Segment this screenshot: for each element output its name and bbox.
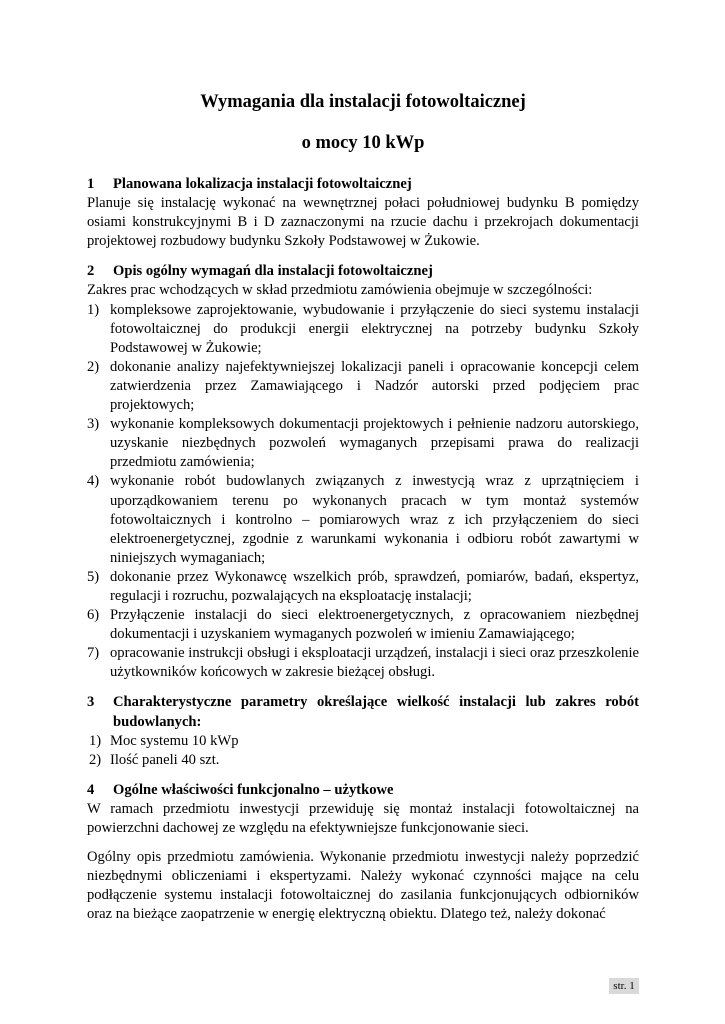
list-item	[87, 732, 639, 751]
section-intro: Zakres prac wchodzących w skład przedmiotu zamówienia obejmuje w szczególności:	[87, 282, 593, 299]
document-title: Wymagania dla instalacji fotowoltaicznej	[200, 92, 526, 112]
section-paragraph: W ramach przedmiotu inwestycji przewiduję się montaż instalacji fotowoltaicznej na powierzchni dachowej ze względu na efektywniejsze funkcjonowanie sieci.	[87, 800, 639, 836]
list-item-text: Przyłączenie instalacji do sieci elektroenergetycznych, z opracowaniem niezbędnej dokumentacji i uzyskaniem wymaganych pozwoleń w imieniu Zamawiającego;	[110, 607, 639, 643]
list-item	[87, 472, 639, 567]
section-title: Opis ogólny wymagań dla instalacji fotowoltaicznej	[113, 263, 433, 280]
parameters-list	[87, 732, 639, 770]
list-item	[87, 301, 639, 358]
section-title: Planowana lokalizacja instalacji fotowoltaicznej	[113, 176, 412, 192]
section-heading	[87, 262, 639, 281]
list-item-number: 7)	[87, 645, 100, 662]
list-item-number: 2)	[87, 358, 100, 375]
list-item-text: Ilość paneli 40 szt.	[110, 751, 220, 768]
list-item-text: dokonanie przez Wykonawcę wszelkich prób, sprawdzeń, pomiarów, badań, ekspertyz, regulacji i rozruchu, pozwalających na eksploatację instalacji;	[110, 568, 639, 604]
list-item-number: 2)	[89, 751, 102, 768]
list-item	[87, 415, 639, 472]
section-title: Ogólne właściwości funkcjonalno – użytkowe	[113, 781, 394, 798]
list-item	[87, 358, 639, 415]
list-item-text: wykonanie robót budowlanych związanych z inwestycją wraz z uprzątnięciem i uporządkowaniem terenu po wykonanych pracach w tym montaż systemów fotowoltaicznych i kontrolno – pomiarowych wraz z ich przyłączeniem do sieci elektroenergetycznej, zgodnie z warunkami wykonania i odbioru robót zawartymi w niniejszych wymaganiach;	[110, 473, 639, 566]
section-heading	[87, 175, 639, 194]
section-number: 2	[87, 263, 95, 280]
list-item-text: kompleksowe zaprojektowanie, wybudowanie i przyłączenie do sieci systemu instalacji fotowoltaicznej do produkcji energii elektrycznej na potrzeby budynku Szkoły Podstawowej w Żukowie;	[110, 301, 639, 356]
list-item-number: 1)	[87, 301, 100, 318]
page-number: str. 1	[609, 978, 639, 994]
section-number: 3	[87, 694, 95, 711]
document-subtitle: o mocy 10 kWp	[301, 133, 425, 153]
list-item	[87, 644, 639, 682]
section-title: Charakterystyczne parametry określające wielkość instalacji lub zakres robót budowlanych:	[113, 694, 639, 730]
list-item-number: 1)	[89, 732, 102, 749]
section-number: 1	[87, 176, 95, 192]
document-body	[87, 175, 639, 924]
list-item-number: 4)	[87, 473, 100, 490]
requirements-list	[87, 301, 639, 683]
section-paragraph: Ogólny opis przedmiotu zamówienia. Wykonanie przedmiotu inwestycji należy poprzedzić niezbędnymi obliczeniami i ekspertyzami. Należy wykonać czynności mające na celu podłączenie systemu instalacji fotowoltaicznej do zasilania funkcjonujących odbiorników oraz na bieżące zaopatrzenie w energię elektryczną obiektu. Dlatego też, należy dokonać	[87, 849, 639, 923]
section-heading	[87, 781, 639, 800]
list-item	[87, 751, 639, 770]
list-item-text: opracowanie instrukcji obsługi i eksploatacji urządzeń, instalacji i sieci oraz przeszkolenie użytkowników końcowych w zakresie bieżącej obsługi.	[110, 645, 639, 681]
list-item	[87, 606, 639, 644]
list-item-number: 3)	[87, 416, 100, 433]
list-item-text: dokonanie analizy najefektywniejszej lokalizacji paneli i opracowanie koncepcji celem zatwierdzenia przez Zamawiającego i Nadzór autorski przed podjęciem prac projektowych;	[110, 358, 639, 414]
list-item-number: 6)	[87, 607, 100, 624]
section-paragraph: Planuje się instalację wykonać na wewnętrznej połaci południowej budynku B pomiędzy osiami konstrukcyjnymi B i D zaznaczonymi na rzucie dachu i przekrojach dokumentacji projektowej rozbudowy budynku Szkoły Podstawowej w Żukowie.	[87, 195, 639, 250]
list-item-text: Moc systemu 10 kWp	[110, 732, 239, 749]
list-item	[87, 568, 639, 606]
list-item-number: 5)	[87, 568, 100, 585]
section-number: 4	[87, 781, 95, 798]
list-item-text: wykonanie kompleksowych dokumentacji projektowych i pełnienie nadzoru autorskiego, uzyskanie niezbędnych pozwoleń wymaganych przepisami prawa do realizacji przedmiotu zamówienia;	[110, 416, 639, 471]
section-heading	[87, 693, 639, 731]
